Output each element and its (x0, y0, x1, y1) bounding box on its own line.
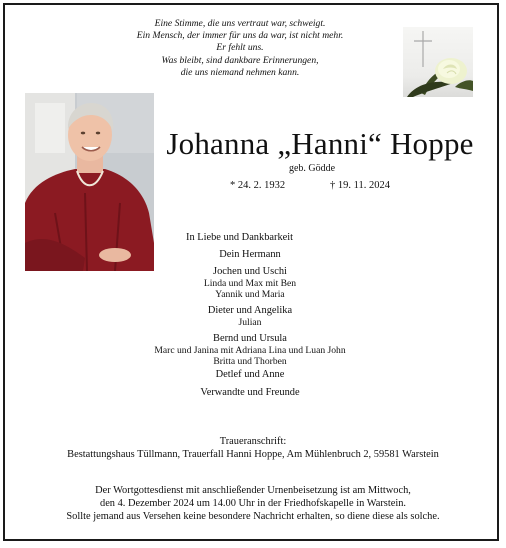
funeral-address-text: Bestattungshaus Tüllmann, Trauerfall Hanni Hoppe, Am Mühlenbruch 2, 59581 Warstein (67, 448, 439, 460)
mourner-family: Jochen und Uschi (213, 266, 287, 277)
birth-date: * 24. 2. 1932 (230, 180, 286, 191)
mourner-family: Bernd und Ursula (213, 333, 287, 344)
funeral-address (20, 436, 486, 461)
maiden-name: geb. Gödde (288, 163, 336, 174)
mourner-descendants: Britta und Thorben (213, 356, 287, 367)
poem-line: Ein Mensch, der immer für uns da war, ist nicht mehr. (136, 30, 344, 42)
service-line: Der Wortgottesdienst mit anschließender Urnenbeisetzung ist am Mittwoch, (95, 485, 411, 496)
mourner-family: Detlef und Anne (215, 369, 285, 380)
poem-line: Eine Stimme, die uns vertraut war, schweigt. (154, 18, 326, 29)
mourners-closing: Verwandte und Freunde (200, 387, 300, 398)
rose-cross-icon (403, 27, 473, 97)
mourner-family: Dieter und Angelika (207, 305, 293, 316)
poem-line: Was bleibt, sind dankbare Erinnerungen, (161, 54, 319, 66)
service-line: Sollte jemand aus Versehen keine besondere Nachricht erhalten, so diene diese als solche. (66, 511, 440, 522)
mourner-descendants: Linda und Max mit Ben (203, 278, 297, 289)
funeral-address-heading: Traueranschrift: (219, 436, 287, 447)
poem (95, 18, 385, 79)
mourners-list (100, 232, 400, 399)
service-line: den 4. Dezember 2024 um 14.00 Uhr in der Friedhofskapelle in Warstein. (100, 498, 406, 509)
mourner-descendants: Yannik und Maria (215, 289, 285, 300)
mourner-husband: Dein Hermann (219, 249, 281, 260)
mourners-intro: In Liebe und Dankbarkeit (186, 232, 294, 243)
death-date: † 19. 11. 2024 (330, 180, 390, 191)
service-notice (20, 484, 486, 523)
poem-line: die uns niemand nehmen kann. (180, 66, 300, 78)
mourner-descendants: Julian (238, 317, 262, 328)
poem-line: Er fehlt uns. (216, 42, 264, 54)
deceased-name: Johanna „Hanni“ Hoppe (166, 126, 474, 161)
rose-cross-image (403, 27, 473, 97)
mourner-descendants: Marc und Janina mit Adriana Lina und Luan John (154, 345, 346, 356)
